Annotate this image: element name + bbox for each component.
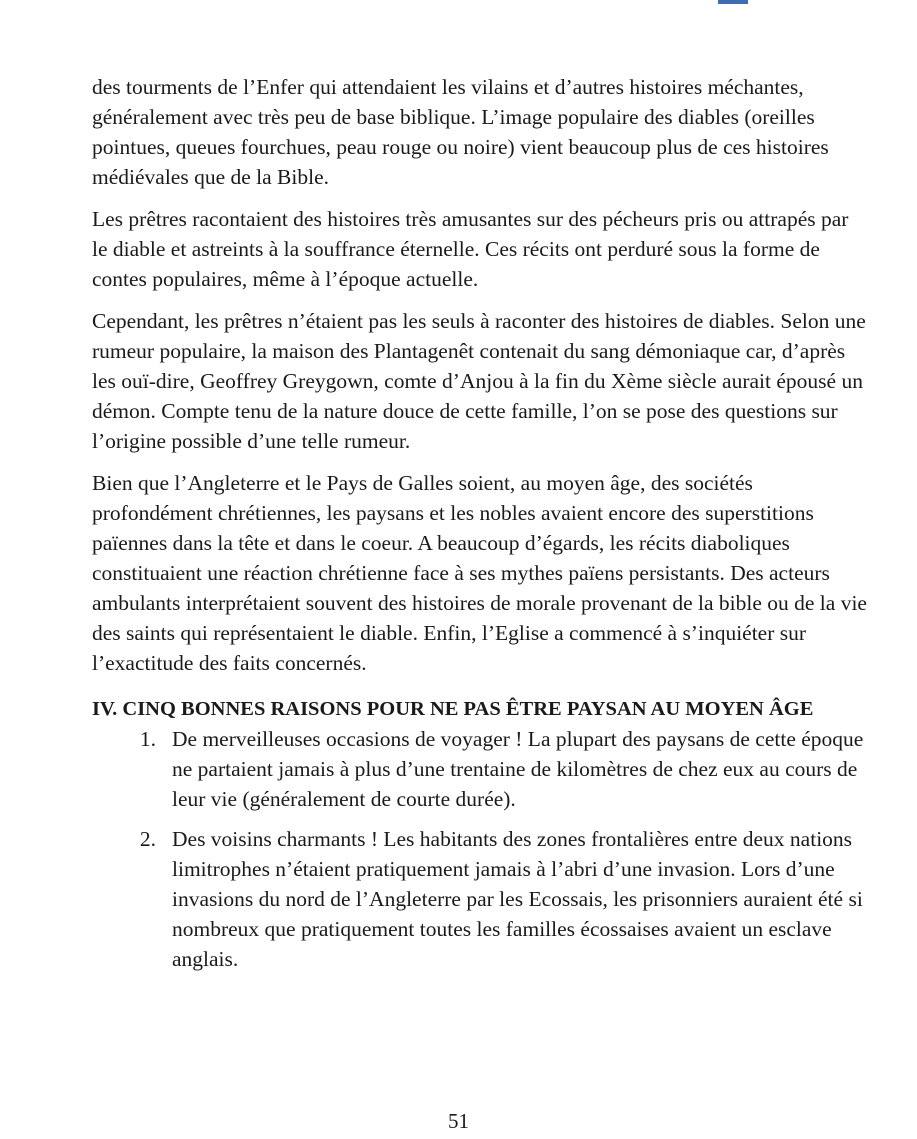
list-item-text: De merveilleuses occasions de voyager ! La plupart des paysans de cette époque ne partaient jamais à plus d’une trentaine de kilomètres de chez eux au cours de leur vie (généralement de courte durée). [172, 727, 864, 811]
numbered-list [92, 724, 867, 974]
list-item-number: 2. [139, 827, 156, 851]
list-item [92, 824, 867, 974]
section-heading: IV. CINQ BONNES RAISONS POUR NE PAS ÊTRE PAYSAN AU MOYEN ÂGE [92, 698, 814, 720]
page-body [92, 72, 867, 984]
list-item-number: 1. [139, 727, 156, 751]
paragraph-1: des tourments de l’Enfer qui attendaient les vilains et d’autres histoires méchantes, généralement avec très peu de base biblique. L’image populaire des diables (oreilles pointues, queues fourchues, peau rouge ou noire) vient beaucoup plus de ces histoires médiévales que de la Bible. [92, 75, 829, 189]
list-item-text: Des voisins charmants ! Les habitants des zones frontalières entre deux nations limitrophes n’étaient pratiquement jamais à l’abri d’une invasion. Lors d’une invasions du nord de l’Angleterre par les Ecossais, les prisonniers auraient été si nombreux que pratiquement toutes les familles écossaises avaient un esclave anglais. [172, 827, 863, 971]
paragraph-4: Bien que l’Angleterre et le Pays de Galles soient, au moyen âge, des sociétés profondément chrétiennes, les paysans et les nobles avaient encore des superstitions païennes dans la tête et dans le coeur. A beaucoup d’égards, les récits diaboliques constituaient une réaction chrétienne face à ses mythes païens persistants. Des acteurs ambulants interprétaient souvent des histoires de morale provenant de la bible ou de la vie des saints qui représentaient le diable. Enfin, l’Eglise a commencé à s’inquiéter sur l’exactitude des faits concernés. [92, 471, 867, 675]
page-number: 51 [448, 1109, 469, 1133]
top-edge-mark [718, 0, 748, 4]
list-item [92, 724, 867, 814]
paragraph-2: Les prêtres racontaient des histoires très amusantes sur des pécheurs pris ou attrapés par le diable et astreints à la souffrance éternelle. Ces récits ont perduré sous la forme de contes populaires, même à l’époque actuelle. [92, 207, 849, 291]
paragraph-3: Cependant, les prêtres n’étaient pas les seuls à raconter des histoires de diables. Selon une rumeur populaire, la maison des Plantagenêt contenait du sang démoniaque car, d’après les ouï-dire, Geoffrey Greygown, comte d’Anjou à la fin du Xème siècle aurait épousé un démon. Compte tenu de la nature douce de cette famille, l’on se pose des questions sur l’origine possible d’une telle rumeur. [92, 309, 866, 453]
